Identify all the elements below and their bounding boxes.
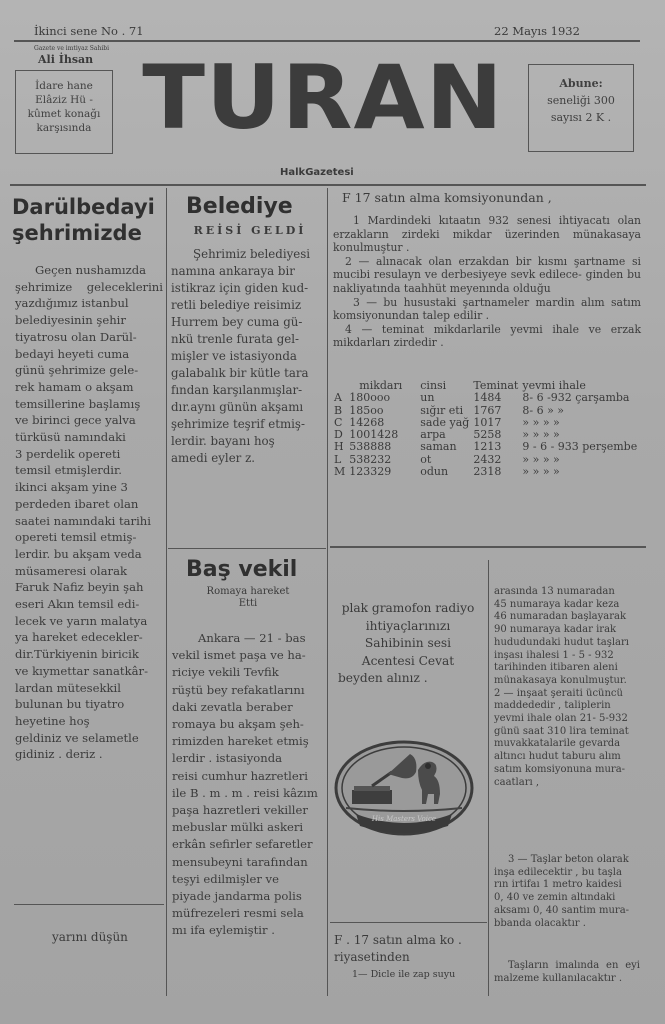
row-deposit: 1017: [473, 415, 502, 429]
issue-number: İkinci sene No . 71: [34, 24, 144, 38]
row-qty: 123329: [349, 465, 392, 479]
row-kind: ot: [420, 452, 432, 466]
text-line: 2 — alınacak olan erzakdan bir kısmı şartname si mucibi resulayn ve derbesiyeye sevk edilece- ginden bu nakliyatında taahhüt meyenında olduğu: [333, 254, 641, 295]
text-line: belediyesinin şehir: [15, 313, 126, 328]
text-line: erkân sefirler sefaretler: [172, 837, 313, 852]
article-body-satin-alma: [333, 214, 641, 350]
text-line: türküsü namındaki: [15, 430, 126, 445]
column-divider: [488, 560, 489, 996]
newspaper-title: TURAN: [142, 46, 504, 149]
row-date: 9 - 6 - 933 perşembe: [522, 440, 638, 454]
article-body-bas-vekil: [172, 630, 324, 940]
text-line: inşa edilecektir , bu taşla: [494, 866, 622, 878]
text-line: temsillerine başlamış: [15, 396, 141, 411]
footer-line: F . 17 satın alma ko .: [334, 933, 462, 947]
subscription-line: Abune:: [559, 77, 603, 90]
text-line: 3 — bu husustaki şartnameler mardin alım satım komsiyonundan talep edilir .: [333, 295, 641, 323]
row-date: » » » »: [522, 465, 560, 479]
advert-line: ihtiyaçlarınızı: [365, 618, 451, 633]
subscription-box: [528, 64, 634, 152]
title-line: şehrimizde: [12, 221, 142, 245]
table-header: Teminat: [473, 379, 519, 392]
owner-name: Ali İhsan: [38, 53, 94, 66]
top-rule: [14, 40, 640, 42]
issue-date: 22 Mayıs 1932: [494, 24, 580, 38]
subscription-line: seneliği 300: [547, 94, 615, 107]
table-row: [334, 392, 641, 404]
column-divider: [327, 188, 328, 996]
subscription-line: sayısı 2 K .: [550, 111, 612, 124]
row-letter: L: [334, 452, 342, 466]
text-line: Hurrem bey cuma gü-: [171, 315, 303, 329]
text-line: 45 numaraya kadar keza: [494, 598, 620, 610]
text-line: lerdir. bu akşam veda: [15, 546, 142, 561]
text-line: 90 numaraya kadar irak: [494, 624, 617, 636]
text-line: opereti temsil etmiş-: [15, 530, 137, 545]
article-subtitle-reisi-geldi: REİSİ GELDİ: [193, 224, 307, 237]
address-line: Elâziz Hü -: [35, 94, 93, 106]
row-qty: 14268: [349, 415, 385, 429]
text-line: vekil ismet paşa ve ha-: [172, 648, 306, 663]
subtitle-line: Romaya hareket: [206, 586, 290, 597]
text-line: Şehrimiz belediyesi: [193, 247, 311, 261]
text-line: 46 numaradan başlayarak: [494, 611, 627, 623]
text-line: piyade jandarma polis: [172, 889, 302, 904]
row-deposit: 1767: [473, 403, 502, 417]
text-line: dır.aynı günün akşamı: [171, 400, 304, 414]
text-line: Ankara — 21 - bas: [198, 631, 306, 645]
advert-line: beyden alınız .: [338, 671, 428, 685]
row-date: » » » »: [522, 415, 560, 429]
address-line: kûmet konağı: [27, 108, 101, 120]
text-line: tarihinden itibaren aleni: [494, 662, 618, 674]
article-title-bas-vekil: Baş vekil: [186, 557, 298, 582]
article-subtitle-bas-vekil: [170, 586, 326, 610]
owner-caption: Gazete ve imtiyaz Sahibi: [34, 45, 110, 52]
text-line: istikraz için giden kud-: [171, 281, 309, 295]
text-line: 3 perdelik opereti: [15, 446, 121, 461]
column-divider: [166, 188, 167, 996]
text-line: münakasaya konulmuştur.: [494, 674, 627, 686]
text-line: reisi cumhur hazretleri: [172, 768, 308, 783]
text-line: lerdir . istasiyonda: [172, 751, 283, 766]
row-qty: 1001428: [349, 428, 399, 442]
article-footer-hudut: Taşların imalında en eyi malzeme kullanılacaktır .: [494, 960, 640, 984]
row-qty: 538232: [349, 452, 392, 466]
advert-line: Acentesi Cevat: [361, 653, 455, 668]
text-line: Geçen nushamızda: [35, 263, 147, 277]
footer-line: riyasetinden: [334, 950, 410, 964]
text-line: günü saat 310 lira teminat: [494, 725, 629, 737]
text-line: rüştü bey refakatlarını: [172, 682, 305, 697]
text-line: perdeden ibaret olan: [15, 496, 139, 511]
row-letter: C: [334, 415, 343, 429]
article-body-hudut-2: [494, 854, 640, 930]
text-line: namına ankaraya bir: [171, 264, 295, 278]
row-deposit: 2432: [473, 452, 502, 466]
text-line: bbanda olacaktır .: [494, 917, 586, 929]
table-row: [334, 441, 641, 453]
row-deposit: 1484: [473, 391, 502, 405]
row-letter: M: [334, 465, 346, 479]
text-line: rek hamam o akşam: [15, 379, 134, 394]
masthead-rule: [10, 184, 646, 186]
row-letter: B: [334, 403, 343, 417]
text-line: aksamı 0, 40 santim mura-: [494, 904, 630, 916]
section-rule: [330, 546, 646, 548]
row-date: » » » »: [522, 428, 560, 442]
text-line: günü şehrimize gele-: [15, 363, 139, 378]
text-line: romaya bu akşam şeh-: [172, 717, 304, 732]
text-line: ikinci akşam yine 3: [15, 480, 128, 495]
text-line: lerdir. bayanı hoş: [171, 434, 275, 448]
row-kind: un: [420, 391, 435, 405]
text-line: hududundaki hudut taşları: [494, 636, 629, 648]
text-line: rın irtifaı 1 metro kaidesi: [494, 879, 622, 891]
text-line: amedi eyler z.: [171, 451, 256, 465]
text-line: 4 — teminat mikdarlarile yevmi ihale ve erzak mikdarları zirdedir .: [333, 322, 641, 350]
text-line: tiyatrosu olan Darül-: [15, 329, 137, 344]
text-line: müfrezeleri resmi sela: [172, 906, 304, 921]
text-line: lecek ve yarın malatya: [15, 613, 148, 628]
row-qty: 185oo: [349, 403, 384, 417]
address-line: İdare hane: [35, 80, 93, 92]
text-line: teşyi edilmişler ve: [172, 871, 279, 886]
row-kind: sığır eti: [420, 403, 464, 417]
advert-gramofon: [330, 600, 486, 688]
text-line: maddededir , taliplerin: [494, 700, 611, 712]
row-date: » » » »: [522, 452, 560, 466]
text-line: saatei namındaki tarihi: [15, 513, 151, 528]
text-line: lardan mütesekkil: [15, 680, 121, 695]
tender-table: [334, 380, 641, 478]
article-title-belediye: Belediye: [186, 194, 293, 219]
article-body-darulbedayi: [15, 262, 163, 763]
text-line: şehrimize geleceklerini yazdığımız istanbul: [15, 279, 163, 311]
text-line: arasında 13 numaradan: [494, 586, 615, 597]
section-rule: [330, 922, 487, 923]
table-row: [334, 466, 641, 478]
text-line: caatları ,: [494, 776, 540, 788]
text-line: 0, 40 ve zemin altındaki: [494, 892, 616, 904]
text-line: mı ifa eylemiştir .: [172, 923, 275, 938]
address-line: karşısında: [36, 122, 92, 134]
text-line: ile B . m . m . reisi kâzım: [172, 785, 318, 800]
article-title-darulbedayi: [12, 194, 166, 246]
text-line: satım komsiyonuna mura-: [494, 763, 626, 775]
text-line: muvakkatalarile gevarda: [494, 738, 621, 750]
text-line: yevmi ihale olan 21- 5-932: [494, 713, 628, 725]
text-line: dir.Türkiyenin biricik: [15, 647, 139, 662]
text-line: temsil etmişlerdir.: [15, 463, 122, 478]
row-kind: sade yağ: [420, 415, 470, 429]
row-deposit: 5258: [473, 428, 502, 442]
text-line: mişler ve istasiyonda: [171, 349, 297, 363]
text-line: ve birinci gece yalva: [15, 413, 136, 428]
advert-line: Sahibinin sesi: [364, 636, 452, 650]
row-date: 8- 6 » »: [522, 403, 565, 417]
text-line: riciye vekili Tevfik: [172, 665, 279, 680]
newspaper-subtitle: HalkGazetesi: [280, 167, 354, 178]
text-line: fından karşılanmışlar-: [171, 383, 303, 397]
advert-footer-satin-alma: [334, 932, 486, 983]
text-line: 2 — inşaat şeraiti ücüncü: [494, 687, 623, 699]
text-line: eseri Akın temsil edi-: [15, 597, 140, 612]
footer-line: 1— Dicle ile zap suyu: [352, 969, 456, 980]
text-line: 1 Mardindeki kıtaatın 932 senesi ihtiyacatı olan erzakların zirdeki mikdar üzerinden münakasaya konulmuştur .: [333, 214, 641, 255]
row-deposit: 2318: [473, 465, 502, 479]
row-date: 8- 6 -932 çarşamba: [522, 391, 630, 405]
address-box: [15, 70, 113, 154]
row-letter: D: [334, 428, 343, 442]
text-line: Faruk Nafiz beyin şah: [15, 580, 144, 595]
logo-caption: His Masters Voice: [371, 815, 437, 823]
article-body-hudut: [494, 586, 640, 789]
row-kind: arpa: [420, 428, 446, 442]
text-line: şehrimize teşrif etmiş-: [171, 417, 305, 431]
text-line: bulunan bu tiyatro: [15, 697, 125, 712]
text-line: gidiniz . deriz .: [15, 747, 103, 762]
article-body-belediye: [171, 246, 323, 467]
title-line: Darülbedayi: [12, 195, 155, 219]
text-line: mensubeyni tarafından: [172, 854, 308, 869]
section-rule: [168, 548, 326, 549]
text-line: ya hareket edecekler-: [15, 630, 143, 645]
article-title-satin-alma: F 17 satın alma komsiyonundan ,: [342, 190, 552, 205]
text-line: 3 — Taşlar beton olarak: [508, 854, 629, 865]
table-header: cinsi: [420, 379, 447, 392]
row-letter: A: [334, 391, 342, 405]
text-line: daki zevatla beraber: [172, 699, 293, 714]
text-line: inşası ihalesi 1 - 5 - 932: [494, 649, 614, 661]
table-header: mikdarı: [359, 379, 403, 392]
article-footer-yarini-dusun: yarını düşün: [52, 930, 128, 944]
text-line: galabalık bir kütle tara: [171, 366, 309, 380]
text-line: müsameresi olarak: [15, 563, 128, 578]
row-letter: H: [334, 440, 344, 454]
row-qty: 538888: [349, 440, 392, 454]
row-kind: saman: [420, 440, 457, 454]
text-line: nkü trenle furata gel-: [171, 332, 300, 346]
row-kind: odun: [420, 465, 449, 479]
text-line: geldiniz ve selametle: [15, 730, 139, 745]
row-deposit: 1213: [473, 440, 502, 454]
text-line: altıncı hudut taburu alım: [494, 751, 621, 763]
text-line: paşa hazretleri vekiller: [172, 803, 308, 818]
text-line: retli belediye reisimiz: [171, 298, 302, 312]
text-line: bedayi heyeti cuma: [15, 346, 130, 361]
section-rule: [14, 904, 164, 905]
text-line: rimizden hareket etmiş: [172, 734, 309, 749]
text-line: ve kıymettar sanatkâr-: [15, 663, 148, 678]
row-qty: 180ooo: [349, 391, 391, 405]
table-header: yevmi ihale: [522, 379, 586, 392]
advert-line: plak gramofon radiyo: [341, 601, 475, 615]
his-masters-voice-logo-icon: [332, 732, 476, 840]
subtitle-line: Etti: [238, 598, 258, 609]
text-line: mebuslar mülki askeri: [172, 820, 304, 835]
text-line: heyetine hoş: [15, 713, 90, 728]
